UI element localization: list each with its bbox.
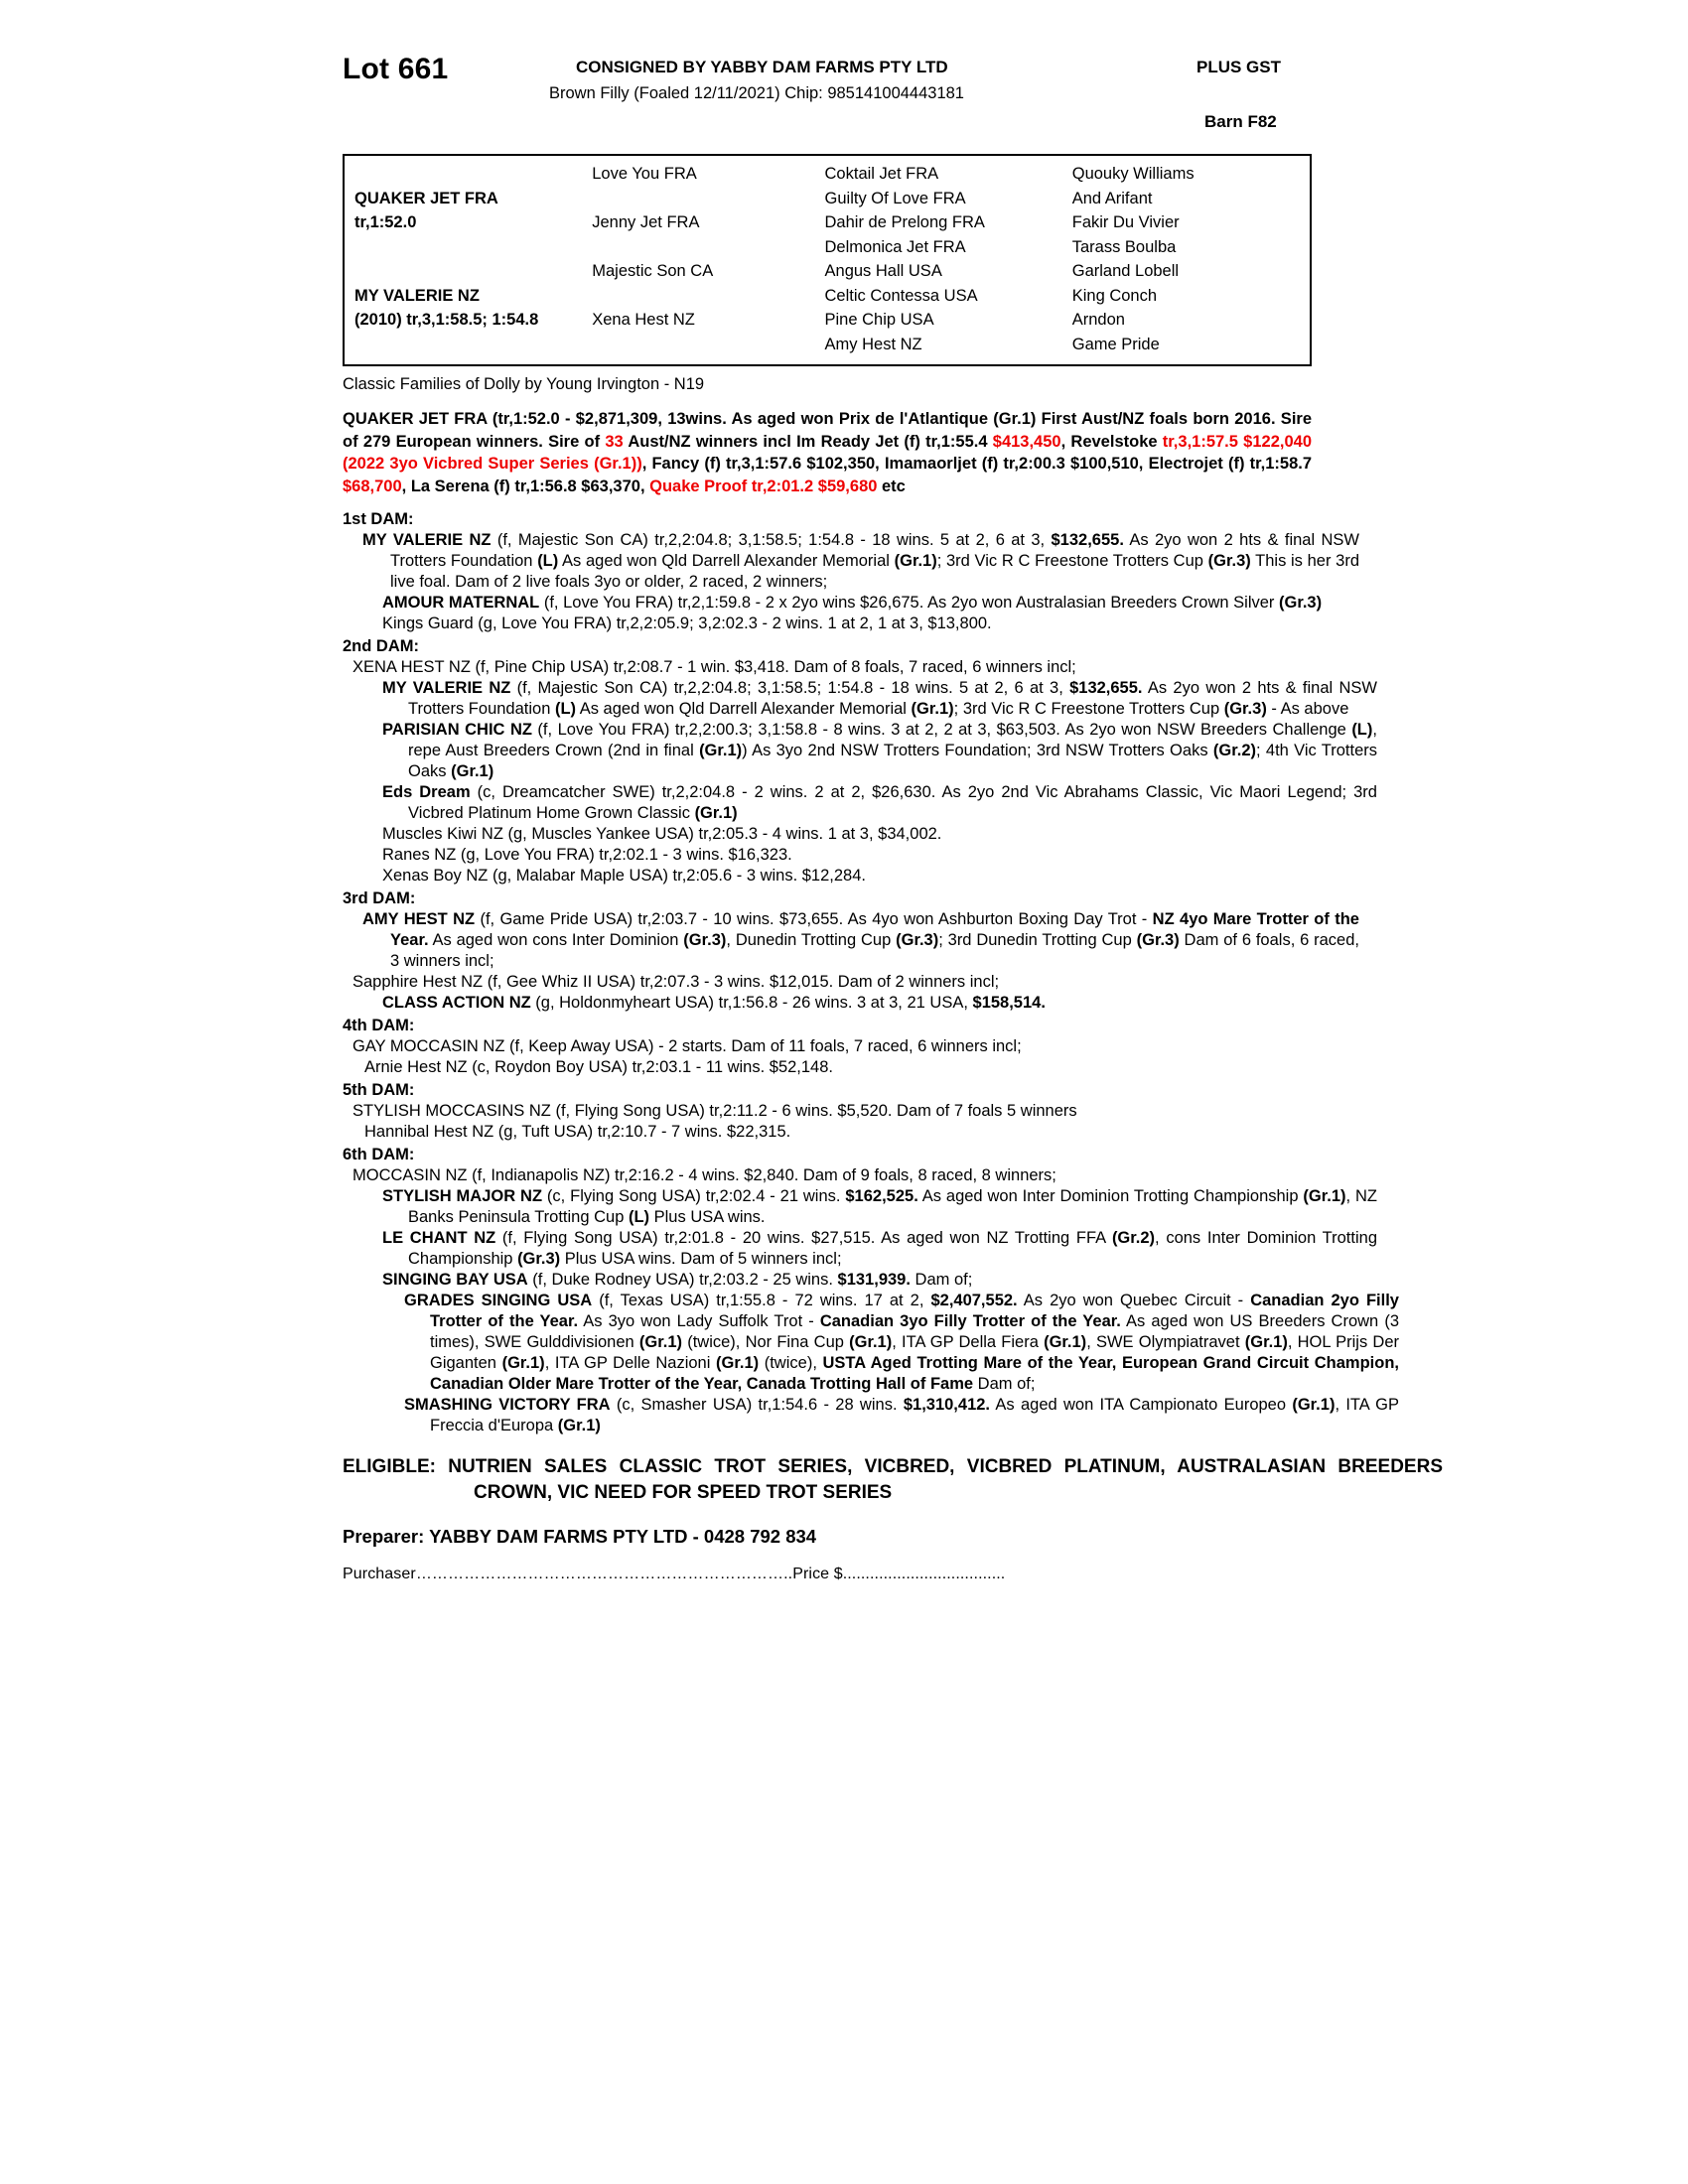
- dam-heading: 5th DAM:: [343, 1081, 415, 1099]
- pedigree-cell-c1: [345, 333, 592, 357]
- pedigree-cell-c2: Jenny Jet FRA: [592, 213, 700, 231]
- pedigree-row: [345, 187, 1310, 211]
- pedigree-cell-c4: Garland Lobell: [1071, 262, 1180, 280]
- classic-families-line: Classic Families of Dolly by Young Irvington - N19: [343, 375, 705, 393]
- pedigree-entry: Hannibal Hest NZ (g, Tuft USA) tr,2:10.7 - 7 wins. $22,315.: [364, 1123, 791, 1141]
- pedigree-cell-c4: Fakir Du Vivier: [1071, 213, 1180, 231]
- pedigree-entry: SINGING BAY USA (f, Duke Rodney USA) tr,2:03.2 - 25 wins. $131,939. Dam of;: [382, 1271, 973, 1289]
- plus-gst-label: PLUS GST: [1196, 58, 1282, 76]
- pedigree-cell-c1: MY VALERIE NZ: [354, 286, 480, 305]
- pedigree-cell-c3: Celtic Contessa USA: [824, 286, 978, 305]
- pedigree-cell-c4: Tarass Boulba: [1071, 237, 1177, 256]
- pedigree-cell-c2: [592, 187, 824, 211]
- pedigree-entry: XENA HEST NZ (f, Pine Chip USA) tr,2:08.7 - 1 win. $3,418. Dam of 8 foals, 7 raced, 6 winners incl;: [352, 658, 1076, 676]
- pedigree-cell-c3: Pine Chip USA: [824, 311, 934, 329]
- pedigree-entry: GRADES SINGING USA (f, Texas USA) tr,1:55.8 - 72 wins. 17 at 2, $2,407,552. As 2yo won Quebec Circuit - Canadian 2yo Filly Trotter of the Year. As 3yo won Lady Suffolk Trot - Canadian 3yo Filly Trotter of the Year. As aged won US Breeders Crown (3 times), SWE Gulddivisionen (Gr.1) (twice), Nor Fina Cup (Gr.1), ITA GP Della Fiera (Gr.1), SWE Olympiatravet (Gr.1), HOL Prijs Der Giganten (Gr.1), ITA GP Delle Nazioni (Gr.1) (twice), USTA Aged Trotting Mare of the Year, European Grand Circuit Champion, Canadian Older Mare Trotter of the Year, Canada Trotting Hall of Fame Dam of;: [404, 1292, 1399, 1393]
- pedigree-cell-c1: QUAKER JET FRA: [354, 189, 498, 207]
- dam-sections: [343, 509, 1599, 1436]
- purchaser-price-line: Purchaser……………………………………………………………..Price $....................................: [343, 1566, 1006, 1582]
- dam-heading: 6th DAM:: [343, 1146, 415, 1163]
- pedigree-cell-c3: Amy Hest NZ: [824, 335, 922, 353]
- dam-heading: 2nd DAM:: [343, 637, 419, 655]
- eligible-series: ELIGIBLE: NUTRIEN SALES CLASSIC TROT SERIES, VICBRED, VICBRED PLATINUM, AUSTRALASIAN BREEDERS CROWN, VIC NEED FOR SPEED TROT SERIES: [343, 1456, 1443, 1503]
- pedigree-row: [345, 162, 1310, 187]
- page-header: [343, 45, 1599, 154]
- dam-heading: 3rd DAM:: [343, 889, 416, 907]
- pedigree-cell-c1: [345, 235, 592, 260]
- pedigree-cell-c1: [345, 162, 592, 187]
- pedigree-cell-c3: Delmonica Jet FRA: [824, 237, 966, 256]
- pedigree-cell-c3: Angus Hall USA: [824, 262, 942, 280]
- pedigree-cell-c4: And Arifant: [1071, 189, 1153, 207]
- pedigree-cell-c2: Majestic Son CA: [592, 262, 714, 280]
- pedigree-cell-c4: King Conch: [1071, 286, 1158, 305]
- pedigree-cell-c2: [592, 284, 824, 309]
- pedigree-entry: MY VALERIE NZ (f, Majestic Son CA) tr,2,2:04.8; 3,1:58.5; 1:54.8 - 18 wins. 5 at 2, 6 at 3, $132,655. As 2yo won 2 hts & final NSW Trotters Foundation (L) As aged won Qld Darrell Alexander Memorial (Gr.1); 3rd Vic R C Freestone Trotters Cup (Gr.3) This is her 3rd live foal. Dam of 2 live foals 3yo or older, 2 raced, 2 winners;: [362, 531, 1359, 591]
- pedigree-entry: Arnie Hest NZ (c, Roydon Boy USA) tr,2:03.1 - 11 wins. $52,148.: [364, 1058, 833, 1076]
- pedigree-row: [345, 333, 1310, 357]
- pedigree-cell-c2: [592, 333, 824, 357]
- pedigree-row: [345, 235, 1310, 260]
- pedigree-cell-c4: Game Pride: [1071, 335, 1160, 353]
- pedigree-entry: Ranes NZ (g, Love You FRA) tr,2:02.1 - 3 wins. $16,323.: [382, 846, 792, 864]
- sire-summary: QUAKER JET FRA (tr,1:52.0 - $2,871,309, 13wins. As aged won Prix de l'Atlantique (Gr.1) First Aust/NZ foals born 2016. Sire of 279 European winners. Sire of 33 Aust/NZ winners incl Im Ready Jet (f) tr,1:55.4 $413,450, Revelstoke tr,3,1:57.5 $122,040 (2022 3yo Vicbred Super Series (Gr.1)), Fancy (f) tr,3,1:57.6 $102,350, Imamaorljet (f) tr,2:00.3 $100,510, Electrojet (f) tr,1:58.7 $68,700, La Serena (f) tr,1:56.8 $63,370, Quake Proof tr,2:01.2 $59,680 etc: [343, 410, 1313, 495]
- pedigree-cell-c1: (2010) tr,3,1:58.5; 1:54.8: [354, 311, 539, 329]
- pedigree-cell-c2: Love You FRA: [592, 165, 697, 183]
- pedigree-cell-c3: Dahir de Prelong FRA: [824, 213, 985, 231]
- foaling-details: Brown Filly (Foaled 12/11/2021) Chip: 985141004443181: [549, 84, 964, 102]
- pedigree-entry: LE CHANT NZ (f, Flying Song USA) tr,2:01.8 - 20 wins. $27,515. As aged won NZ Trotting FFA (Gr.2), cons Inter Dominion Trotting Championship (Gr.3) Plus USA wins. Dam of 5 winners incl;: [382, 1229, 1377, 1268]
- pedigree-entry: CLASS ACTION NZ (g, Holdonmyheart USA) tr,1:56.8 - 26 wins. 3 at 3, 21 USA, $158,514.: [382, 994, 1046, 1012]
- dam-heading: 1st DAM:: [343, 510, 414, 528]
- pedigree-entry: SMASHING VICTORY FRA (c, Smasher USA) tr,1:54.6 - 28 wins. $1,310,412. As aged won ITA Campionato Europeo (Gr.1), ITA GP Freccia d'Europa (Gr.1): [404, 1396, 1400, 1434]
- pedigree-entry: STYLISH MOCCASINS NZ (f, Flying Song USA) tr,2:11.2 - 6 wins. $5,520. Dam of 7 foals 5 winners: [352, 1102, 1077, 1120]
- pedigree-row: [345, 284, 1310, 309]
- pedigree-entry: AMY HEST NZ (f, Game Pride USA) tr,2:03.7 - 10 wins. $73,655. As 4yo won Ashburton Boxing Day Trot - NZ 4yo Mare Trotter of the Year. As aged won cons Inter Dominion (Gr.3), Dunedin Trotting Cup (Gr.3); 3rd Dunedin Trotting Cup (Gr.3) Dam of 6 foals, 6 raced, 3 winners incl;: [362, 910, 1359, 970]
- pedigree-entry: GAY MOCCASIN NZ (f, Keep Away USA) - 2 starts. Dam of 11 foals, 7 raced, 6 winners incl;: [352, 1037, 1022, 1055]
- pedigree-row: [345, 308, 1310, 333]
- pedigree-cell-c2: [592, 235, 824, 260]
- dam-heading: 4th DAM:: [343, 1017, 415, 1034]
- pedigree-entry: STYLISH MAJOR NZ (c, Flying Song USA) tr,2:02.4 - 21 wins. $162,525. As aged won Inter Dominion Trotting Championship (Gr.1), NZ Banks Peninsula Trotting Cup (L) Plus USA wins.: [382, 1187, 1377, 1226]
- preparer-line: Preparer: YABBY DAM FARMS PTY LTD - 0428 792 834: [343, 1526, 817, 1547]
- pedigree-cell-c1: [345, 259, 592, 284]
- pedigree-cell-c1: tr,1:52.0: [354, 213, 417, 231]
- barn-label: Barn F82: [1204, 112, 1277, 131]
- pedigree-cell-c4: Quouky Williams: [1071, 165, 1195, 183]
- pedigree-entry: AMOUR MATERNAL (f, Love You FRA) tr,2,1:59.8 - 2 x 2yo wins $26,675. As 2yo won Australasian Breeders Crown Silver (Gr.3): [382, 594, 1323, 612]
- pedigree-entry: Eds Dream (c, Dreamcatcher SWE) tr,2,2:04.8 - 2 wins. 2 at 2, $26,630. As 2yo 2nd Vic Abrahams Classic, Vic Maori Legend; 3rd Vicbred Platinum Home Grown Classic (Gr.1): [382, 783, 1377, 822]
- pedigree-row: [345, 210, 1310, 235]
- pedigree-cell-c4: Arndon: [1071, 311, 1125, 329]
- pedigree-entry: MY VALERIE NZ (f, Majestic Son CA) tr,2,2:04.8; 3,1:58.5; 1:54.8 - 18 wins. 5 at 2, 6 at 3, $132,655. As 2yo won 2 hts & final NSW Trotters Foundation (L) As aged won Qld Darrell Alexander Memorial (Gr.1); 3rd Vic R C Freestone Trotters Cup (Gr.3) - As above: [382, 679, 1377, 718]
- pedigree-cell-c2: Xena Hest NZ: [592, 311, 695, 329]
- pedigree-entry: Kings Guard (g, Love You FRA) tr,2,2:05.9; 3,2:02.3 - 2 wins. 1 at 2, 1 at 3, $13,800.: [382, 614, 992, 632]
- pedigree-cell-c3: Coktail Jet FRA: [824, 165, 939, 183]
- pedigree-entry: Sapphire Hest NZ (f, Gee Whiz II USA) tr,2:07.3 - 3 wins. $12,015. Dam of 2 winners incl;: [352, 973, 1000, 991]
- pedigree-entry: MOCCASIN NZ (f, Indianapolis NZ) tr,2:16.2 - 4 wins. $2,840. Dam of 9 foals, 8 raced, 8 winners;: [352, 1166, 1056, 1184]
- pedigree-entry: Xenas Boy NZ (g, Malabar Maple USA) tr,2:05.6 - 3 wins. $12,284.: [382, 867, 866, 885]
- pedigree-cell-c3: Guilty Of Love FRA: [824, 189, 966, 207]
- consignor-line: CONSIGNED BY YABBY DAM FARMS PTY LTD: [576, 58, 948, 76]
- pedigree-row: [345, 259, 1310, 284]
- pedigree-entry: Muscles Kiwi NZ (g, Muscles Yankee USA) tr,2:05.3 - 4 wins. 1 at 3, $34,002.: [382, 825, 942, 843]
- pedigree-table: [343, 154, 1312, 366]
- pedigree-entry: PARISIAN CHIC NZ (f, Love You FRA) tr,2,2:00.3; 3,1:58.8 - 8 wins. 3 at 2, 2 at 3, $63,503. As 2yo won NSW Breeders Challenge (L), repe Aust Breeders Crown (2nd in final (Gr.1)) As 3yo 2nd NSW Trotters Foundation; 3rd NSW Trotters Oaks (Gr.2); 4th Vic Trotters Oaks (Gr.1): [382, 721, 1377, 780]
- lot-number: Lot 661: [343, 53, 449, 85]
